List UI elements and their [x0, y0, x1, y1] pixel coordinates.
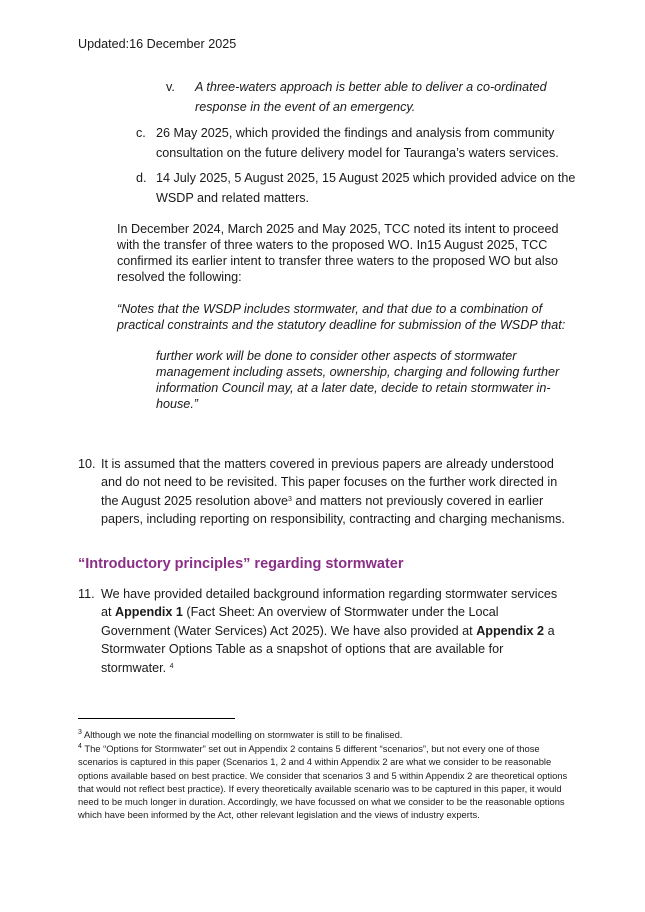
resolution-paragraph: In December 2024, March 2025 and May 2025, TCC noted its intent to proceed with the transfer of three waters to the proposed WO. In15 August 2025, TCC confirmed its earlier intent to transfer three waters to the proposed WO but also resolved the following:: [117, 222, 559, 284]
footnote-ref-3[interactable]: 3: [287, 495, 292, 503]
updated-date: Updated:16 December 2025: [78, 37, 237, 51]
list-item-v: A three-waters approach is better able to deliver a co-ordinated response in the event of an emergency.: [195, 80, 547, 114]
footnote-divider: [78, 718, 235, 719]
footnote-4: $^4$ The “Options for Stormwater” set out in Appendix 2 contains 5 different “scenarios”, but not every one of those scenarios is captured in this paper (Scenarios 1, 2 and 4 within Appendix 2 are what we consider to be reasonable options available based on best practice. We consider that scenarios 3 and 5 within Appendix 2 are theoretical options that would not reflect best practice). If every theoretically available scenario was to be captured in this paper, it would need to be much longer in duration. Accordingly, we have focussed on what we consider to be the reasonable options which have been informed by the Act, other relevant legislation and the views of industry experts.: [78, 743, 568, 821]
footnote-ref-4[interactable]: 4: [169, 662, 174, 670]
list-item-c: 26 May 2025, which provided the findings and analysis from community consultation on the future delivery model for Tauranga’s waters services.: [156, 126, 559, 160]
section-heading: “Introductory principles” regarding stormwater: [78, 556, 404, 572]
list-marker-v: v.: [166, 80, 175, 94]
list-marker-c: c.: [136, 126, 146, 140]
list-marker-d: d.: [136, 171, 147, 185]
list-item-d: 14 July 2025, 5 August 2025, 15 August 2025 which provided advice on the WSDP and related matters.: [156, 171, 576, 205]
resolution-quote: “Notes that the WSDP includes stormwater, and that due to a combination of practical constraints and the statutory deadline for submission of the WSDP that:: [117, 302, 566, 332]
footnote-3: $^3$ Although we note the financial modelling on stormwater is still to be finalised.: [78, 729, 403, 740]
item-11-text: We have provided detailed background information regarding stormwater services at Appendix 1 (Fact Sheet: An overview of Stormwater under the Local Government (Water Services) Act 2025). We have also provided at Appendix 2 a Stormwater Options Table as a snapshot of options that are available for stormwater. $^4$: [101, 587, 558, 675]
resolution-quote-indent: further work will be done to consider other aspects of stormwater management including assets, ownership, charging and following further information Council may, at a later date, decide to retain stormwater in-house.”: [156, 349, 560, 411]
item-10-marker: 10.: [78, 457, 96, 471]
item-10-text: It is assumed that the matters covered in previous papers are already understood and do not need to be revisited. This paper focuses on the further work directed in the August 2025 resolution above$^3$ and matters not previously covered in earlier papers, including reporting on responsibility, contracting and charging mechanisms.: [101, 457, 565, 527]
item-11-marker: 11.: [78, 587, 95, 601]
